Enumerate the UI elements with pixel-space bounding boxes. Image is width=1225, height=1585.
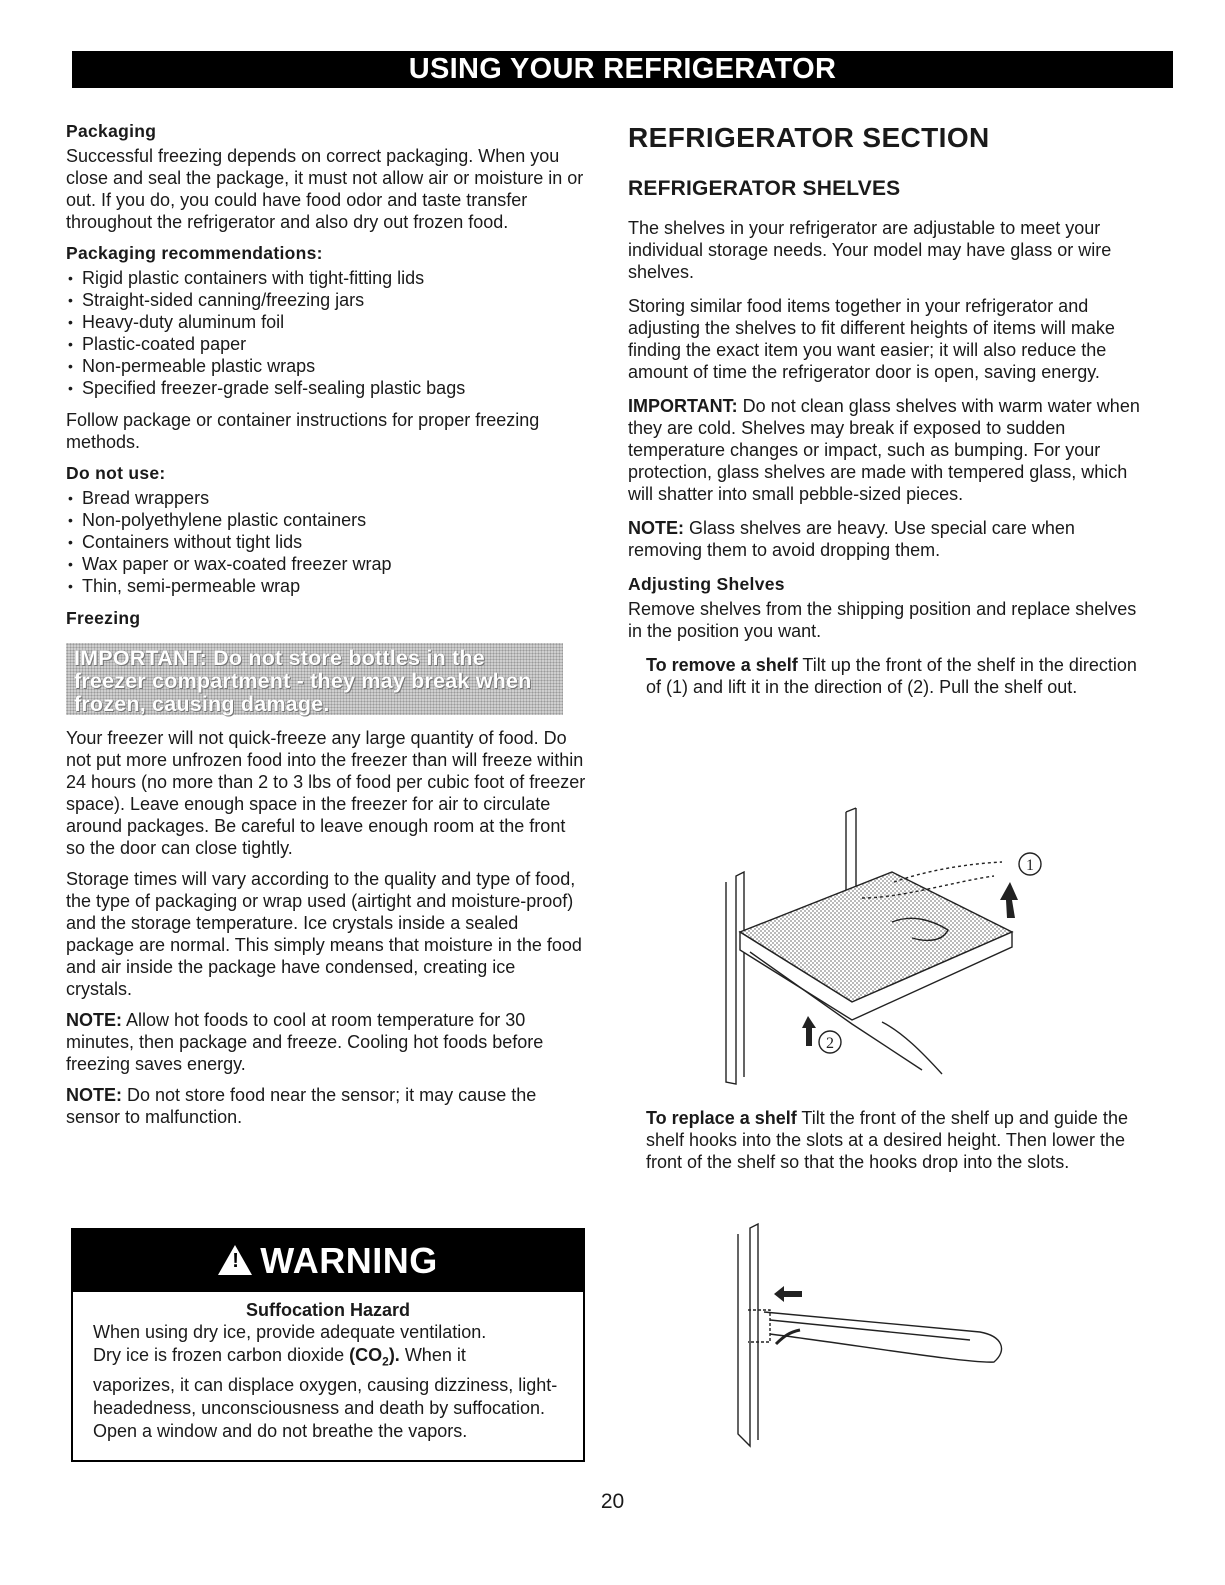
- storage-paragraph: Storage times will vary according to the quality and type of food, the type of packaging or wrap used (airtight and moisture-proof) and the storage temperature. Ice crystals inside a sealed package are normal. This simply means that moisture in the food and air inside the package have condensed, creating ice crystals.: [66, 869, 582, 999]
- freezing-heading: Freezing: [66, 608, 141, 628]
- shelves-paragraph: The shelves in your refrigerator are adjustable to meet your individual storage needs. Your model may have glass or wire shelves.: [628, 218, 1112, 282]
- direction-marker-2: [802, 1016, 841, 1053]
- important-label: IMPORTANT:: [628, 396, 738, 416]
- note-text: Glass shelves are heavy. Use special care when removing them to avoid dropping them.: [628, 518, 1075, 560]
- svg-text:2: 2: [826, 1035, 834, 1052]
- co2-formula: $(CO_2)$.: [349, 1345, 400, 1369]
- svg-text:1: 1: [1026, 857, 1034, 874]
- list-item: • Wax paper or wax-coated freezer wrap: [66, 553, 586, 575]
- remove-text: Tilt up the front of the shelf in the direction of (1) and lift it in the direction of (2). Pull the shelf out.: [646, 655, 1137, 697]
- note-sensor: [66, 1084, 586, 1128]
- important-text: Do not clean glass shelves with warm water when they are cold. Shelves may break if exposed to sudden temperature changes or impact, such as bumping. For your protection, glass shelves are made with tempered glass, which will shatter into small pebble-sized pieces.: [628, 396, 1140, 504]
- note-label: NOTE:: [66, 1085, 122, 1105]
- replace-text: Tilt the front of the shelf up and guide the shelf hooks into the slots at a desired height. Then lower the front of the shelf so that the hooks drop into the slots.: [646, 1108, 1128, 1172]
- adjusting-heading: Adjusting Shelves: [628, 574, 785, 594]
- warning-header-label: WARNING: [260, 1240, 438, 1281]
- warning-text-fragment: Dry ice is frozen carbon dioxide: [93, 1345, 350, 1365]
- adjusting-paragraph: Remove shelves from the shipping position and replace shelves in the position you want.: [628, 599, 1137, 641]
- important-notice-text: IMPORTANT: Do not store bottles in the freezer compartment - they may break when frozen, causing damage.: [74, 646, 532, 716]
- warning-text-fragment: When it: [399, 1345, 466, 1365]
- do-not-use-heading: Do not use:: [66, 463, 166, 483]
- important-paragraph: [628, 395, 1148, 505]
- page-banner: USING YOUR REFRIGERATOR: [72, 51, 1173, 88]
- storing-paragraph: Storing similar food items together in your refrigerator and adjusting the shelves to fit different heights of items will make finding the exact item you want easier; it will also reduce the amount of time the refrigerator door is open, saving energy.: [628, 296, 1115, 382]
- recommendations-heading: Packaging recommendations:: [66, 243, 323, 263]
- list-item: • Bread wrappers: [66, 487, 586, 509]
- packaging-paragraph: Successful freezing depends on correct packaging. When you close and seal the package, it must not allow air or moisture in or out. If you do, you could have food odor and taste transfer throughout the refrigerator and also dry out frozen food.: [66, 146, 584, 232]
- warning-line: [93, 1344, 565, 1374]
- list-item: • Specified freezer-grade self-sealing plastic bags: [66, 377, 586, 399]
- note-text: Allow hot foods to cool at room temperature for 30 minutes, then package and freeze. Cooling hot foods before freezing saves energy.: [66, 1010, 544, 1074]
- list-item: • Non-permeable plastic wraps: [66, 355, 586, 377]
- follow-instructions-paragraph: Follow package or container instructions for proper freezing methods.: [66, 410, 540, 452]
- arrow-icon: [774, 1286, 802, 1302]
- warning-title: Suffocation Hazard: [245, 1300, 410, 1320]
- important-notice-box: [66, 643, 563, 715]
- remove-shelf-paragraph: [628, 654, 1148, 698]
- section-heading: REFRIGERATOR SECTION: [628, 122, 990, 153]
- warning-body: [73, 1321, 583, 1443]
- shelves-heading: REFRIGERATOR SHELVES: [628, 177, 901, 200]
- list-item: • Straight-sided canning/freezing jars: [66, 289, 586, 311]
- list-item: • Containers without tight lids: [66, 531, 586, 553]
- freezer-paragraph: Your freezer will not quick-freeze any large quantity of food. Do not put more unfrozen food into the freezer than will freeze within 24 hours (no more than 2 to 3 lbs of food per cubic foot of freezer space). Leave enough space in the freezer for air to circulate around packages. Be careful to leave enough room at the front so the door can close tightly.: [66, 728, 586, 858]
- warning-box: [71, 1228, 585, 1462]
- list-item: • Thin, semi-permeable wrap: [66, 575, 586, 597]
- replace-shelf-illustration: [730, 1214, 1020, 1449]
- list-item: • Heavy-duty aluminum foil: [66, 311, 586, 333]
- note-label: NOTE:: [628, 518, 684, 538]
- remove-label: To remove a shelf: [646, 655, 798, 675]
- warning-line: When using dry ice, provide adequate ventilation.: [93, 1322, 487, 1342]
- left-column: [66, 120, 586, 1137]
- list-item: • Non-polyethylene plastic containers: [66, 509, 586, 531]
- warning-line: vaporizes, it can displace oxygen, causing dizziness, light-headedness, unconsciousness and death by suffocation. Open a window and do not breathe the vapors.: [93, 1374, 558, 1441]
- replace-label: To replace a shelf: [646, 1108, 797, 1128]
- list-item: • Rigid plastic containers with tight-fitting lids: [66, 267, 586, 289]
- right-column: [628, 120, 1148, 707]
- list-item: • Plastic-coated paper: [66, 333, 586, 355]
- recommendations-list: [66, 267, 586, 399]
- note-label: NOTE:: [66, 1010, 122, 1030]
- direction-marker-1: [1000, 853, 1041, 918]
- note-paragraph: [628, 517, 1148, 561]
- note-hot-foods: [66, 1009, 586, 1075]
- remove-shelf-illustration: [712, 802, 1052, 1087]
- replace-shelf-paragraph: [628, 1107, 1148, 1173]
- note-text: Do not store food near the sensor; it may cause the sensor to malfunction.: [66, 1085, 537, 1127]
- packaging-heading: Packaging: [66, 121, 157, 141]
- do-not-use-list: [66, 487, 586, 597]
- warning-triangle-icon: !: [218, 1245, 252, 1275]
- page-number: 20: [600, 1490, 625, 1513]
- warning-header: [73, 1230, 583, 1292]
